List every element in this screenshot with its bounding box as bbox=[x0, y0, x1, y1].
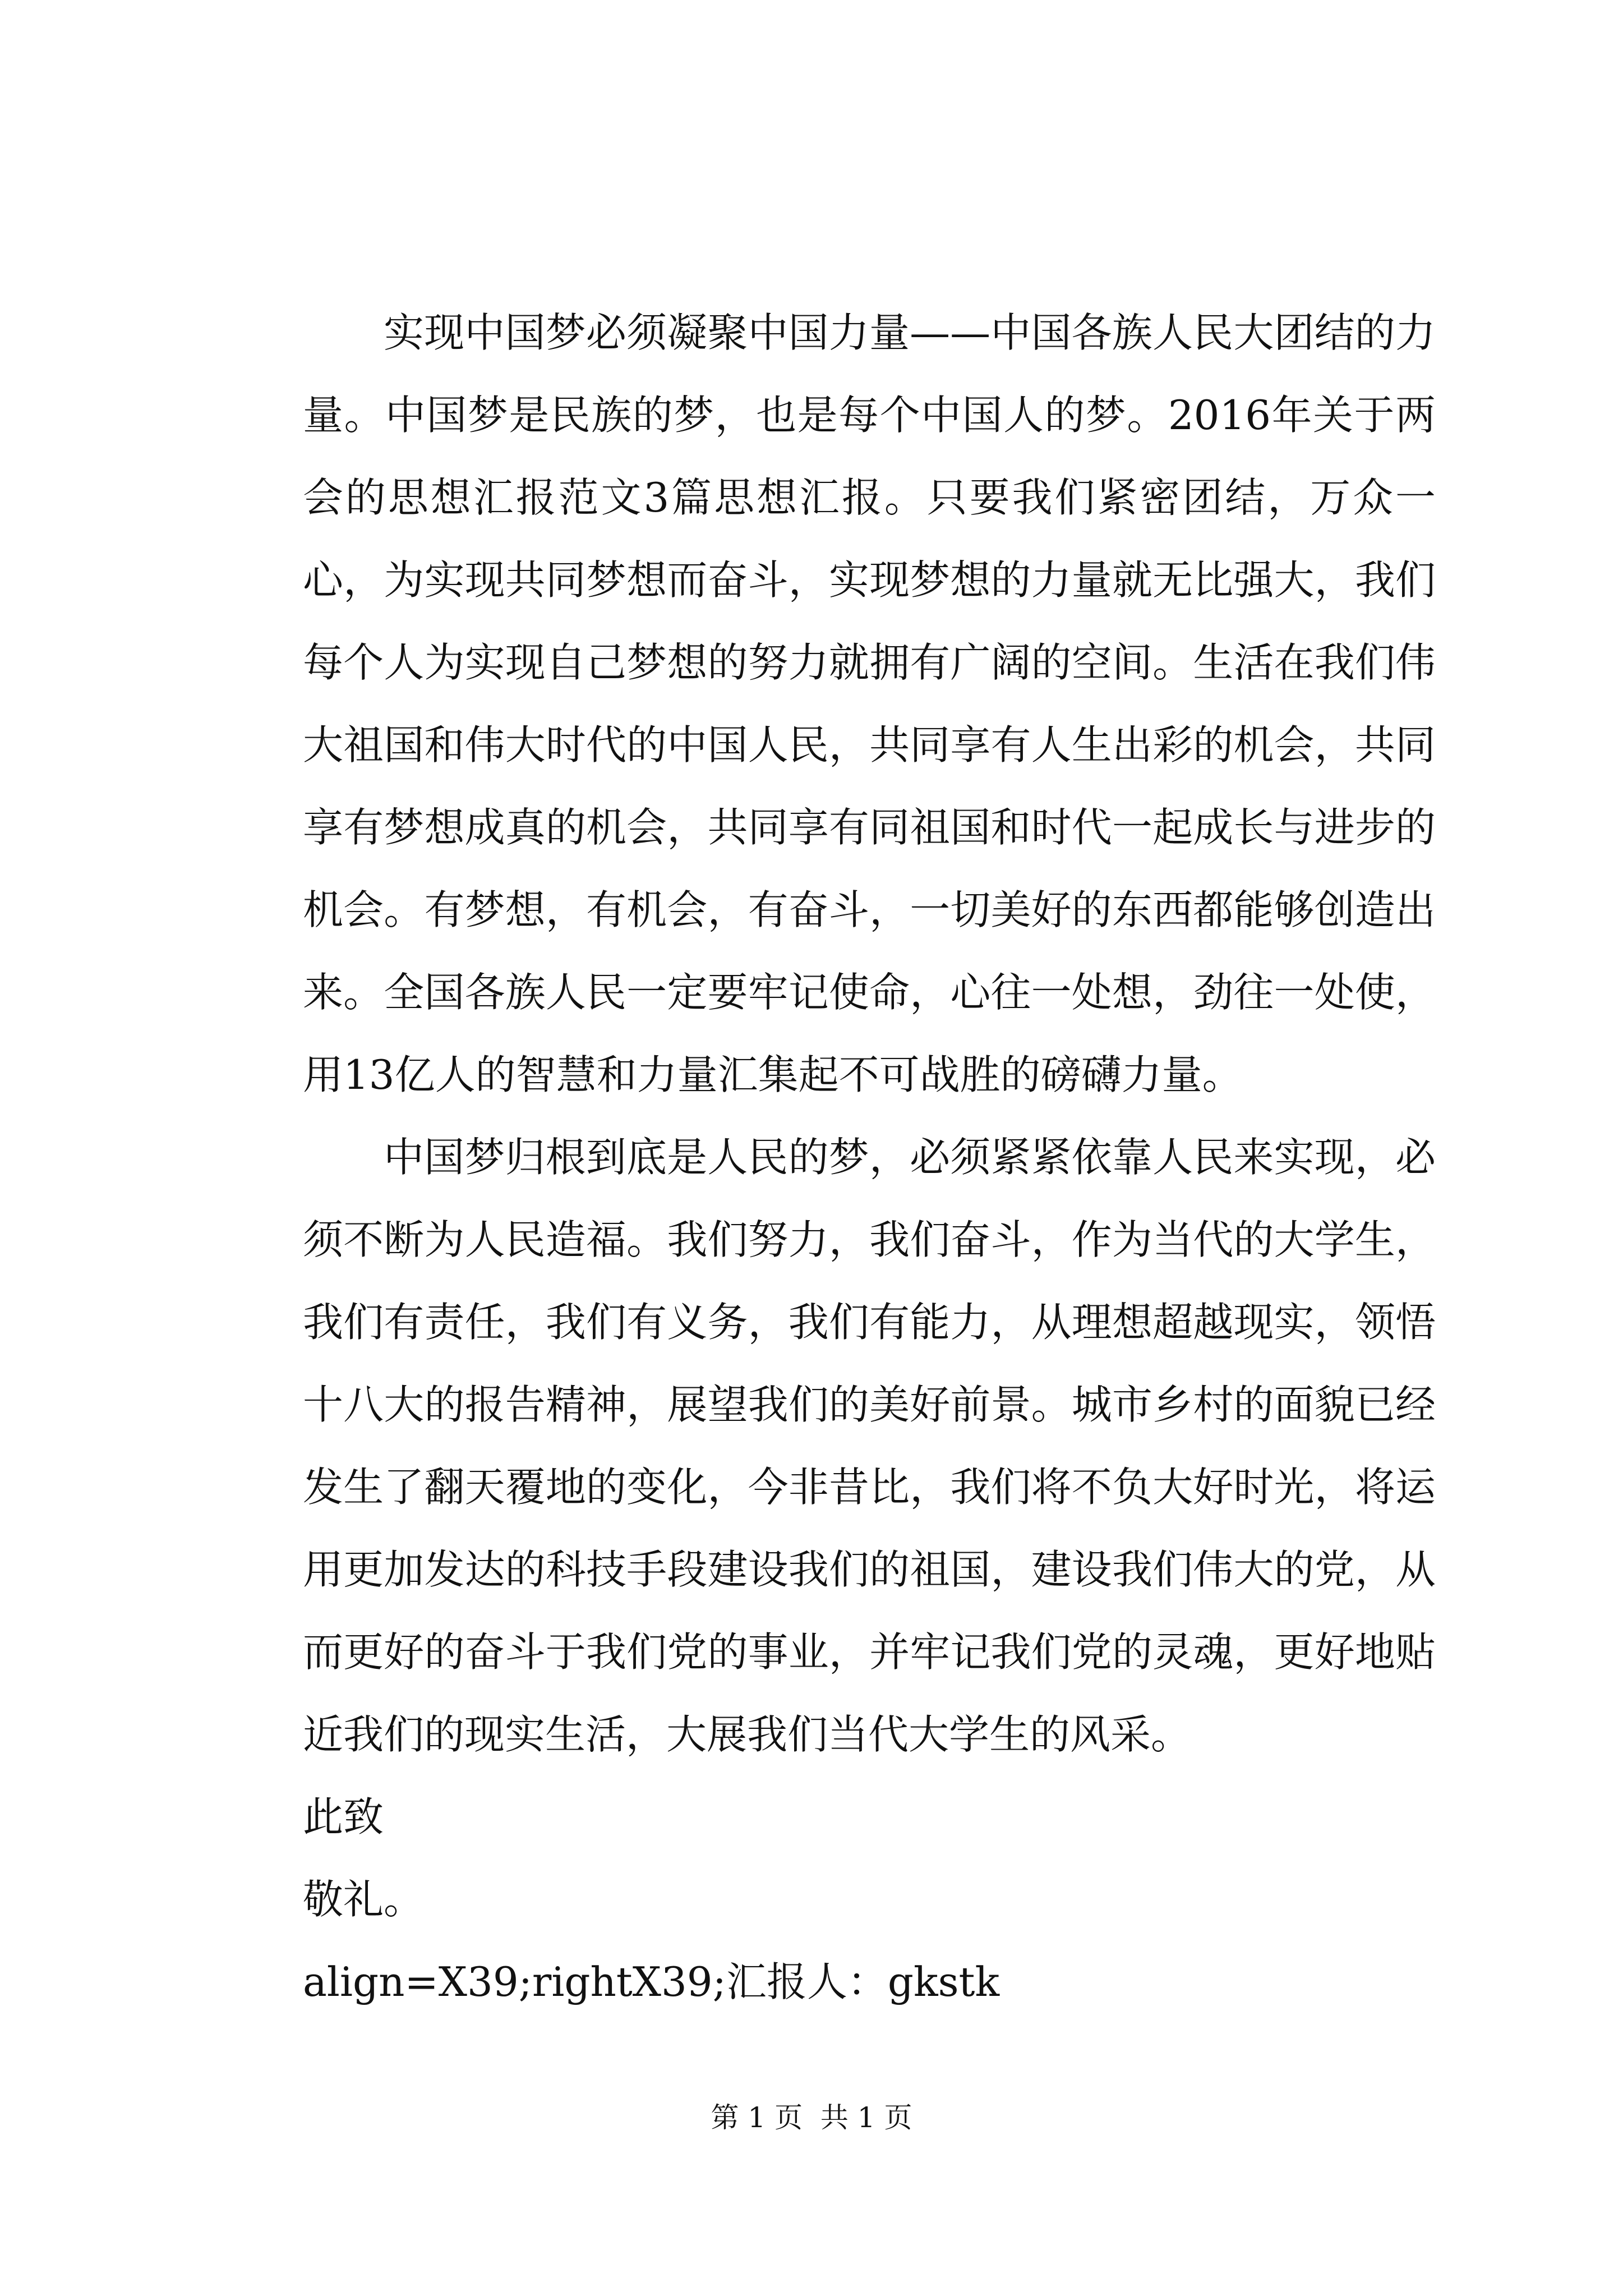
page-number: 第 1 页 共 1 页 bbox=[711, 2101, 912, 2134]
page-footer bbox=[0, 2098, 1623, 2137]
paragraph-2: 中国梦归根到底是人民的梦，必须紧紧依靠人民来实现，必须不断为人民造福。我们努力，我们奋斗，作为当代的大学生，我们有责任，我们有义务，我们有能力，从理想超越现实，领悟十八大的报告精神，展望我们的美好前景。城市乡村的面貌已经发生了翻天覆地的变化，今非昔比，我们将不负大好时光，将运用更加发达的科技手段建设我们的祖国，建设我们伟大的党，从而更好的奋斗于我们党的事业，并牢记我们党的灵魂，更好地贴近我们的现实生活，大展我们当代大学生的风采。 bbox=[303, 1134, 1436, 1758]
reporter-signature-line: align=X39;rightX39;汇报人：gkstk bbox=[303, 1958, 1000, 2005]
paragraph-1: 实现中国梦必须凝聚中国力量——中国各族人民大团结的力量。中国梦是民族的梦，也是每个中国人的梦。2016年关于两会的思想汇报范文3篇思想汇报。只要我们紧密团结，万众一心，为实现共同梦想而奋斗，实现梦想的力量就无比强大，我们每个人为实现自己梦想的努力就拥有广阔的空间。生活在我们伟大祖国和伟大时代的中国人民，共同享有人生出彩的机会，共同享有梦想成真的机会，共同享有同祖国和时代一起成长与进步的机会。有梦想，有机会，有奋斗，一切美好的东西都能够创造出来。全国各族人民一定要牢记使命，心往一处想，劲往一处使，用13亿人的智慧和力量汇集起不可战胜的磅礴力量。 bbox=[303, 309, 1436, 1098]
document-body bbox=[303, 292, 1436, 2023]
closing-salutation: 此致 bbox=[303, 1793, 384, 1841]
closing-regards: 敬礼。 bbox=[303, 1876, 425, 1923]
